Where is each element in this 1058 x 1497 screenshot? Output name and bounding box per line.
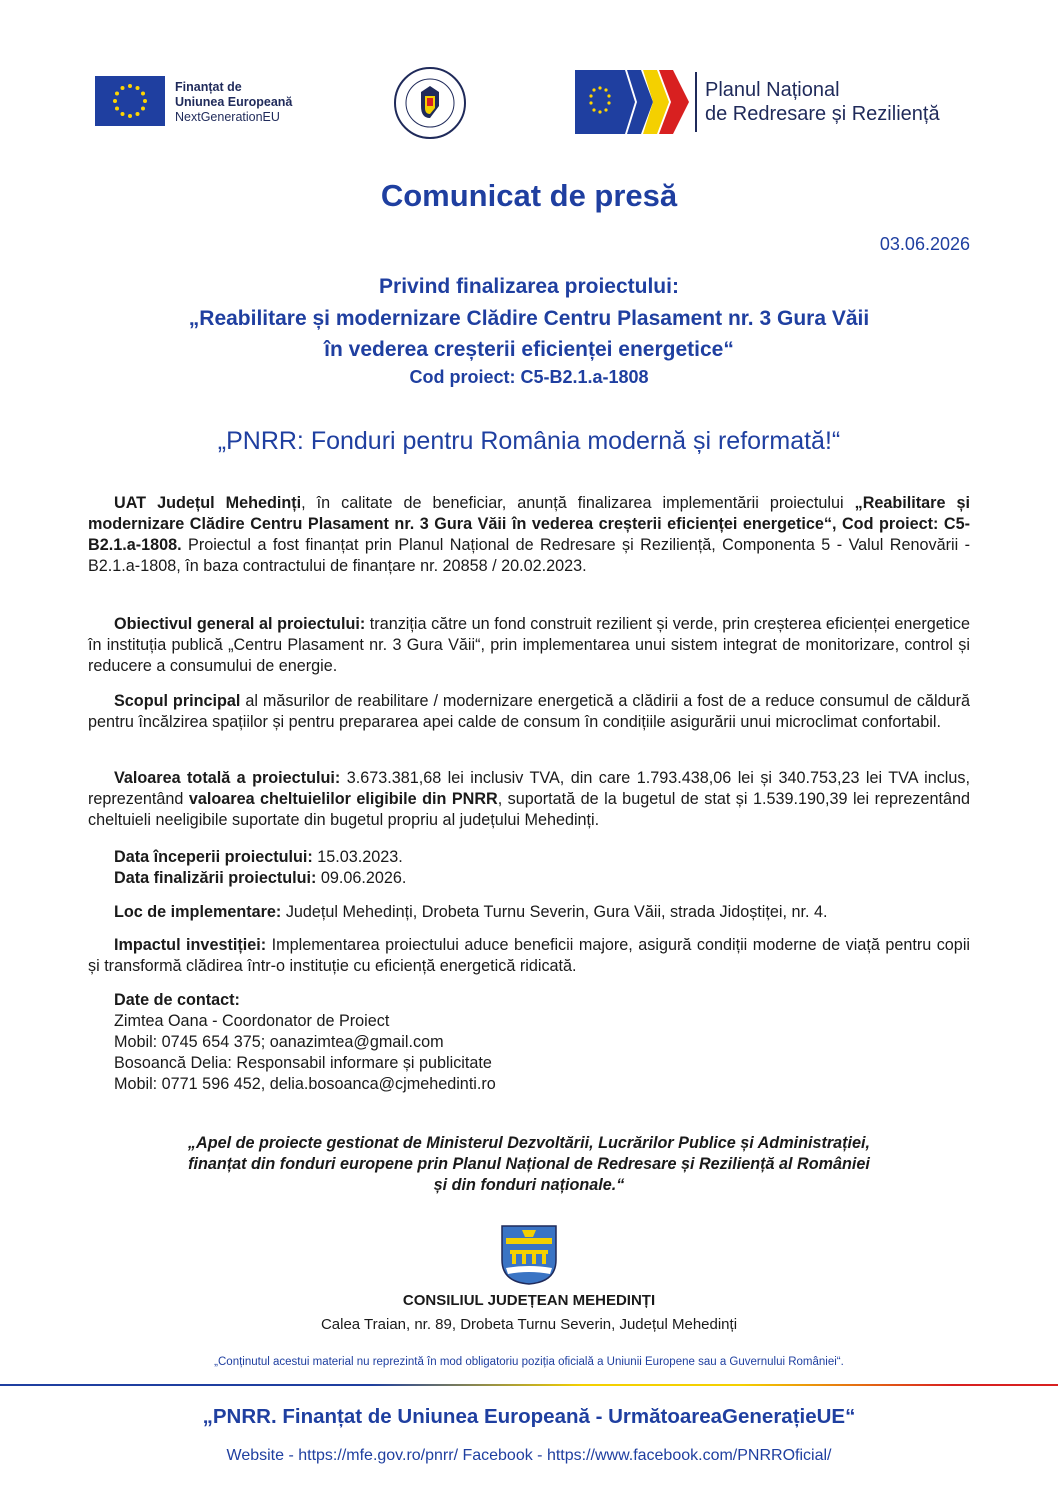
- paragraph-impact: Impactul investiției: Implementarea proiectului aduce beneficii majore, asigură condiții moderne de viață pentru copii și transformă clădirea într-o instituție cu eficiență energetică ridicată.: [88, 936, 971, 975]
- heading-line-3: în vederea creșterii eficienței energetice“: [324, 338, 734, 361]
- council-address: Calea Traian, nr. 89, Drobeta Turnu Severin, Județul Mehedinți: [320, 1316, 738, 1333]
- pnrr-flag-arrows-icon: [575, 70, 693, 134]
- funding-quote: „Apel de proiecte gestionat de Ministerul Dezvoltării, Lucrărilor Publice și Administrației, finanțat din fonduri europene prin Planul Național de Redresare și Reziliență al României și din fonduri naționale.“: [187, 1134, 871, 1194]
- pnrr-logo-line-1: Planul Național: [705, 79, 840, 101]
- eu-logo: [95, 76, 315, 128]
- county-coat-of-arms: [500, 1224, 558, 1286]
- slogan: „PNRR: Fonduri pentru România modernă și reformată!“: [217, 427, 841, 455]
- government-logo: [393, 66, 467, 140]
- heading-line-2: „Reabilitare și modernizare Clădire Centru Plasament nr. 3 Gura Văii: [188, 307, 870, 330]
- paragraph-scope: Scopul principal al măsurilor de reabilitare / modernizare energetică a clădirii a fost de a reduce consumul de căldură pentru încălzirea spațiilor și pentru prepararea apei calde de consum în condițiile asigurării unui microclimat confortabil.: [88, 692, 970, 731]
- disclaimer: „Conținutul acestui material nu reprezintă în mod obligatoriu poziția oficială a Uniunii Europene sau a Guvernului României“.: [214, 1356, 844, 1368]
- heading-line-1: Privind finalizarea proiectului:: [379, 275, 679, 298]
- beneficiary-name: UAT Județul Mehedinți: [114, 494, 302, 512]
- contact-line: Zimtea Oana - Coordonator de Proiect: [114, 1012, 390, 1030]
- paragraph-value: Valoarea totală a proiectului: 3.673.381,68 lei inclusiv TVA, din care 1.793.438,06 lei și 340.753,23 lei TVA inclus, reprezentând valoarea cheltuielilor eligibile din PNRR, suportată de la bugetul de stat și 1.539.190,39 lei reprezentând cheltuieli neeligibile suportate din bugetul propriu al județului Mehedinți.: [88, 769, 970, 829]
- footer-divider: [0, 1384, 1058, 1386]
- paragraph-intro: UAT Județul Mehedinți, în calitate de beneficiar, anunță finalizarea implementării proiectului „Reabilitare și modernizare Clădire Centru Plasament nr. 3 Gura Văii în vederea creșterii eficienței energetice“, Cod proiect: C5-B2.1.a-1808. Proiectul a fost finanțat prin Planul Național de Redresare și Reziliență, Componenta 5 - Valul Renovării - B2.1.a-1808, în baza contractului de finanțare nr. 20858 / 20.02.2023.: [88, 494, 970, 575]
- contact-line: Mobil: 0771 596 452, delia.bosoanca@cjmehedinti.ro: [114, 1075, 496, 1093]
- implementation-location: Loc de implementare: Județul Mehedinți, Drobeta Turnu Severin, Gura Văii, strada Jidoștiței, nr. 4.: [114, 903, 828, 921]
- contact-label: Date de contact:: [114, 991, 240, 1009]
- start-date: Data începerii proiectului: 15.03.2023.: [114, 848, 403, 866]
- end-date: Data finalizării proiectului: 09.06.2026.: [114, 869, 407, 887]
- pnrr-logo-line-2: de Redresare și Reziliență: [705, 103, 940, 125]
- project-dates: [114, 847, 974, 889]
- contact-line: Mobil: 0745 654 375; oanazimtea@gmail.com: [114, 1033, 444, 1051]
- eu-logo-line-3: NextGenerationEU: [175, 110, 280, 124]
- council-name: CONSILIUL JUDEȚEAN MEHEDINȚI: [402, 1292, 656, 1309]
- footer-links: Website - https://mfe.gov.ro/pnrr/ Facebook - https://www.facebook.com/PNRROficial/: [226, 1447, 832, 1464]
- paragraph-objective: Obiectivul general al proiectului: tranziția către un fond construit rezilient și verde, prin creșterea eficienței energetice în instituția publică „Centru Plasament nr. 3 Gura Văii“, prin implementarea unui sistem integrat de monitorizare, control și reducere a consumului de energie.: [88, 615, 970, 675]
- contact-block: [114, 990, 974, 1095]
- footer-slogan: „PNRR. Finanțat de Uniunea Europeană - UrmătoareaGenerațieUE“: [202, 1405, 856, 1428]
- page-title: Comunicat de presă: [380, 178, 678, 213]
- eu-logo-line-1: Finanțat de: [175, 80, 242, 94]
- release-date: 03.06.2026: [879, 234, 970, 254]
- project-code: Cod proiect: C5-B2.1.a-1808: [409, 367, 649, 387]
- eu-flag-icon: [95, 76, 165, 126]
- contact-line: Bosoancă Delia: Responsabil informare și publicitate: [114, 1054, 492, 1072]
- pnrr-logo-divider: [695, 72, 697, 132]
- government-seal-icon: [393, 66, 467, 140]
- eu-logo-line-2: Uniunea Europeană: [175, 95, 293, 109]
- coat-of-arms-icon: [500, 1224, 558, 1286]
- project-title: „Reabilitare și modernizare Clădire Centru Plasament nr. 3 Gura Văii în vederea creșterii eficienței energetice“, Cod proiect: C5-B2.1.a-1808.: [88, 494, 970, 554]
- pnrr-logo: [575, 70, 975, 134]
